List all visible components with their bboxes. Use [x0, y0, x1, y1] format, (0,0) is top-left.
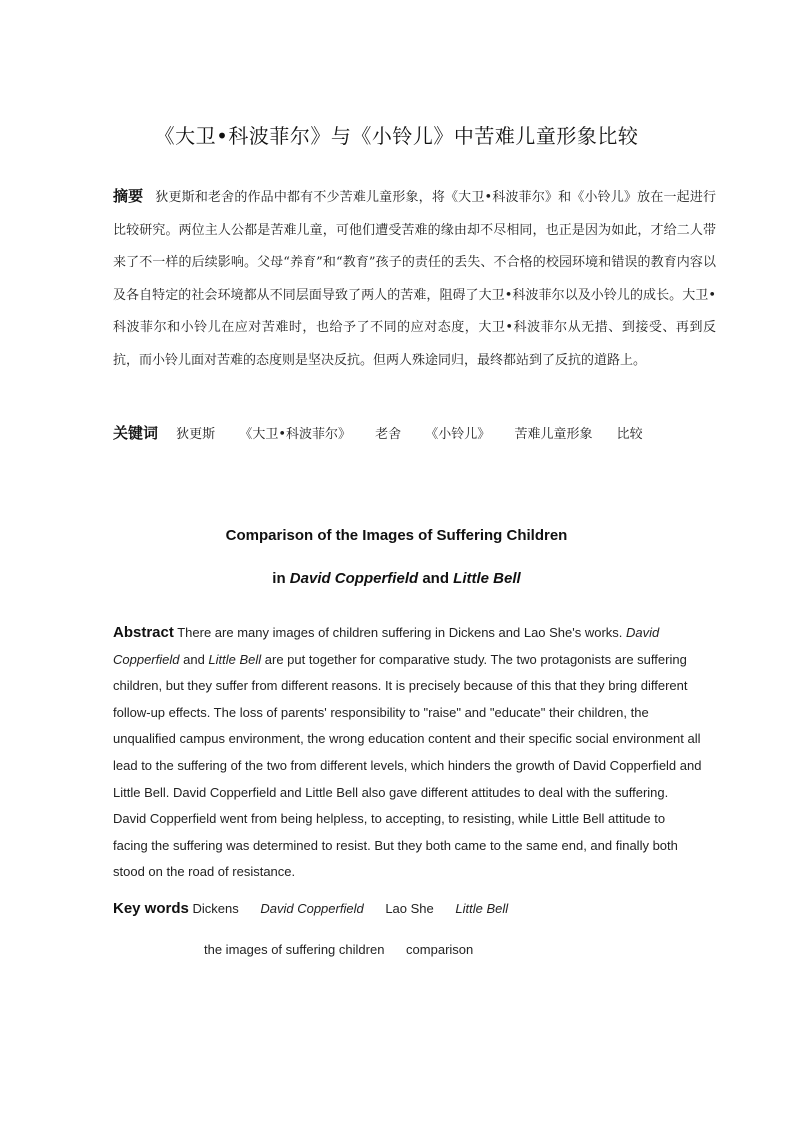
english-abstract-label: Abstract: [113, 624, 174, 641]
english-keywords-label: Key words: [113, 900, 189, 917]
english-keyword: Dickens: [192, 901, 239, 916]
chinese-keyword: 比较: [616, 427, 643, 442]
english-abstract-seg-2: and: [179, 651, 209, 667]
english-keywords-line-2: [204, 937, 491, 963]
chinese-keywords: [113, 420, 716, 448]
chinese-keyword: 《大卫•科波菲尔》: [239, 427, 351, 442]
english-abstract-seg-1: There are many images of children suffering in Dickens and Lao She's works.: [173, 625, 627, 640]
chinese-keyword: 狄更斯: [176, 427, 216, 442]
english-title-line-2: [0, 570, 793, 587]
english-title-and: and: [418, 570, 454, 587]
english-title-work-2: Little Bell: [453, 570, 521, 587]
english-keyword: David Copperfield: [260, 901, 364, 916]
english-abstract: [113, 620, 703, 886]
chinese-abstract-label: 摘要: [113, 187, 144, 205]
chinese-keyword: 老舍: [375, 427, 402, 442]
chinese-keyword: 苦难儿童形象: [514, 427, 593, 442]
english-keyword: comparison: [406, 942, 474, 957]
chinese-abstract: [113, 180, 716, 377]
english-abstract-seg-3: are put together for comparative study. The two protagonists are suffering children, but they suffer from different reasons. It is precisely because of this that they bring different follow-up effects. The loss of parents' responsibility to "raise" and "educate" their children, the unqualified campus environment, the wrong education content and their specific social environment all lead to the suffering of the two from different levels, which hinders the growth of David Copperfield and Little Bell. David Copperfield and Little Bell also gave different attitudes to deal with the suffering. David Copperfield went from being helpless, to accepting, to resisting, while Little Bell attitude to facing the suffering was determined to resist. But they both came to the same end, and finally both stood on the road of resistance.: [113, 651, 702, 880]
english-title-line-1: Comparison of the Images of Suffering Children: [225, 527, 568, 544]
english-title-work-1: David Copperfield: [289, 570, 419, 587]
chinese-title: 《大卫•科波菲尔》与《小铃儿》中苦难儿童形象比较: [154, 124, 639, 148]
chinese-abstract-text: 狄更斯和老舍的作品中都有不少苦难儿童形象，将《大卫•科波菲尔》和《小铃儿》放在一起进行比较研究。两位主人公都是苦难儿童，可他们遭受苦难的缘由却不尽相同，也正是因为如此，才给二人带来了不一样的后续影响。父母“养育”和“教育”孩子的责任的丢失、不合格的校园环境和错误的教育内容以及各自特定的社会环境都从不同层面导致了两人的苦难，阻碍了大卫•科波菲尔以及小铃儿的成长。大卫•科波菲尔和小铃儿在应对苦难时，也给予了不同的应对态度，大卫•科波菲尔从无措、到接受、再到反抗，而小铃儿面对苦难的态度则是坚决反抗。但两人殊途同归，最终都站到了反抗的道路上。: [113, 190, 716, 368]
english-abstract-work-2: Little Bell: [208, 651, 262, 667]
chinese-keyword: 《小铃儿》: [425, 427, 491, 442]
english-keywords: [113, 896, 713, 922]
chinese-keywords-label: 关键词: [113, 424, 159, 442]
english-abstract-work-1: David Copperfield: [113, 625, 660, 667]
english-keyword: Lao She: [385, 901, 434, 916]
english-keyword: Little Bell: [455, 901, 509, 916]
english-title-prefix: in: [272, 570, 290, 587]
english-keyword: the images of suffering children: [204, 942, 385, 957]
